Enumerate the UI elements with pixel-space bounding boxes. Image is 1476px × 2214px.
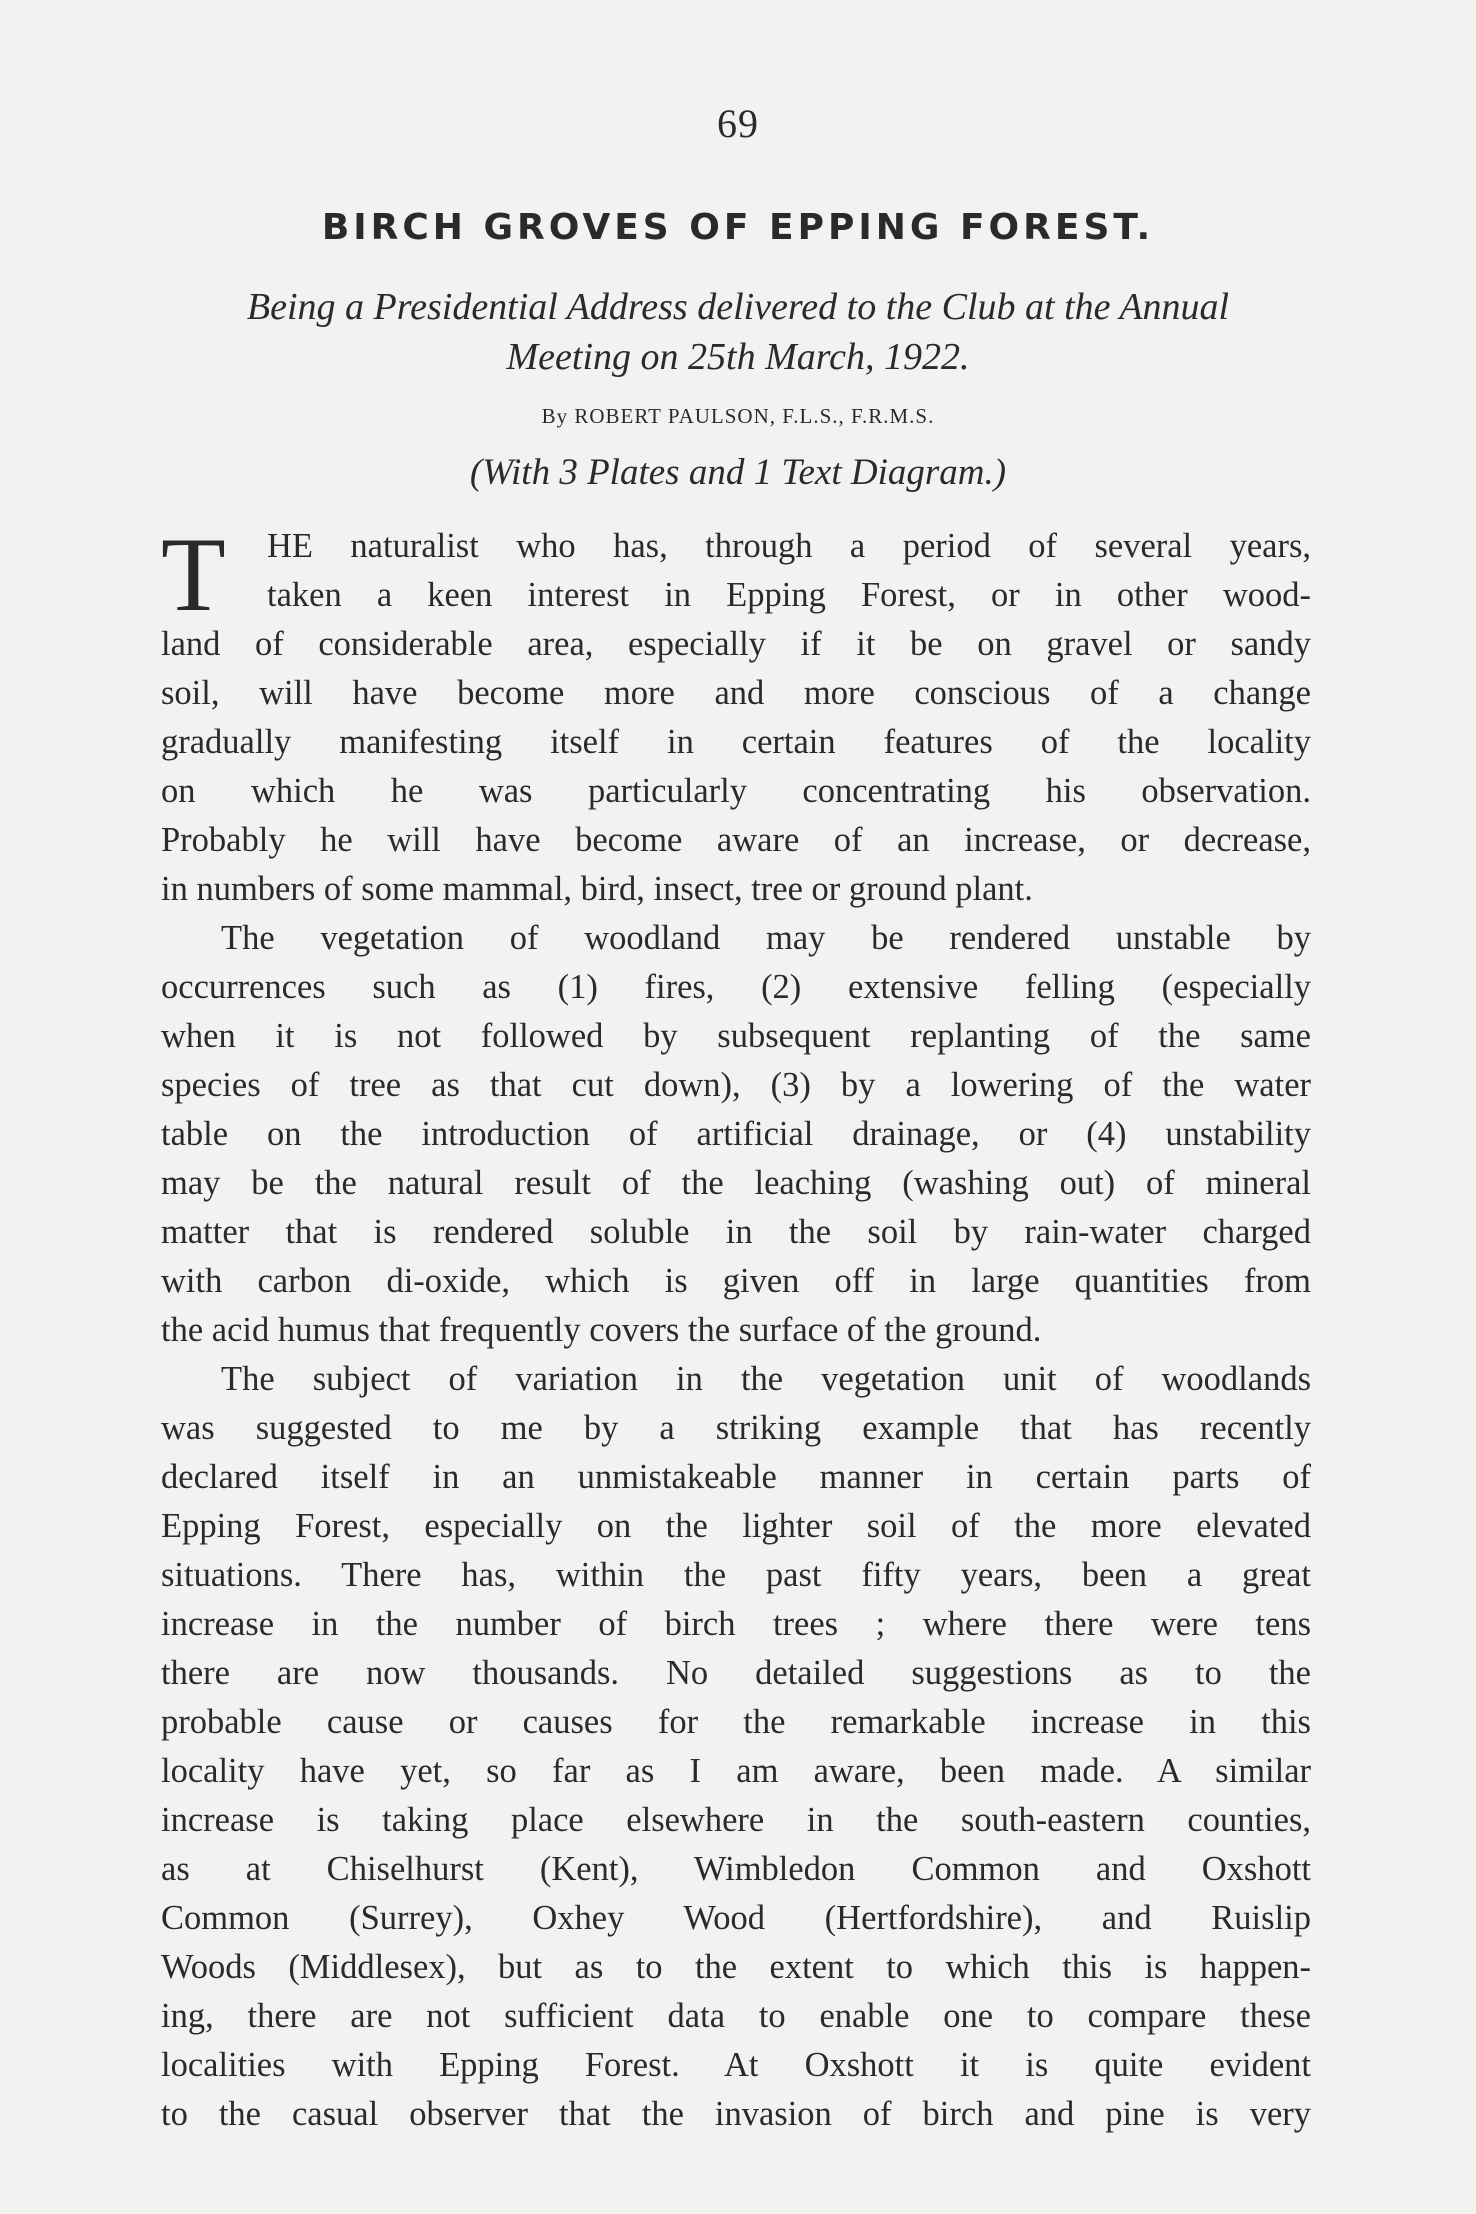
text-line: occurrences such as (1) fires, (2) extensive felling (especially	[161, 968, 1311, 1006]
text-line: ing, there are not sufficient data to enable one to compare these	[161, 1997, 1311, 2035]
text-line: species of tree as that cut down), (3) by a lowering of the water	[161, 1066, 1311, 1104]
text-line: locality have yet, so far as I am aware, been made. A similar	[161, 1752, 1311, 1790]
text-line: Woods (Middlesex), but as to the extent to which this is happen-	[161, 1948, 1311, 1986]
text-line: Common (Surrey), Oxhey Wood (Hertfordshire), and Ruislip	[161, 1899, 1311, 1937]
text-line: increase is taking place elsewhere in the south-eastern counties,	[161, 1801, 1311, 1839]
text-line: gradually manifesting itself in certain features of the locality	[161, 723, 1311, 761]
text-line: HE naturalist who has, through a period of several years,	[267, 527, 1311, 565]
text-line: to the casual observer that the invasion of birch and pine is very	[161, 2095, 1311, 2133]
text-line: was suggested to me by a striking example that has recently	[161, 1409, 1311, 1447]
text-line: declared itself in an unmistakeable manner in certain parts of	[161, 1458, 1311, 1496]
page-number: 69	[717, 101, 759, 146]
plates-note: (With 3 Plates and 1 Text Diagram.)	[469, 452, 1007, 493]
body-text	[161, 516, 1311, 2139]
article-title: BIRCH GROVES OF EPPING FOREST.	[321, 207, 1155, 248]
subtitle-line: Being a Presidential Address delivered to the Club at the Annual	[246, 286, 1230, 328]
text-line: taken a keen interest in Epping Forest, or in other wood-	[267, 576, 1311, 614]
text-line: in numbers of some mammal, bird, insect, tree or ground plant.	[161, 870, 1033, 908]
text-line: table on the introduction of artificial drainage, or (4) unstability	[161, 1115, 1311, 1153]
text-line: Epping Forest, especially on the lighter soil of the more elevated	[161, 1507, 1311, 1545]
text-line: increase in the number of birch trees ; where there were tens	[161, 1605, 1311, 1643]
author-byline: By ROBERT PAULSON, F.L.S., F.R.M.S.	[541, 404, 935, 428]
article-subtitle	[164, 282, 1312, 382]
text-line: there are now thousands. No detailed suggestions as to the	[161, 1654, 1311, 1692]
text-line: situations. There has, within the past fifty years, been a great	[161, 1556, 1311, 1594]
text-line: as at Chiselhurst (Kent), Wimbledon Common and Oxshott	[161, 1850, 1311, 1888]
text-line: probable cause or causes for the remarkable increase in this	[161, 1703, 1311, 1741]
text-line: land of considerable area, especially if it be on gravel or sandy	[161, 625, 1311, 663]
drop-cap: T	[161, 516, 226, 633]
subtitle-line: Meeting on 25th March, 1922.	[506, 336, 970, 378]
text-line: may be the natural result of the leaching (washing out) of mineral	[161, 1164, 1311, 1202]
text-line: matter that is rendered soluble in the soil by rain-water charged	[161, 1213, 1311, 1251]
text-line: soil, will have become more and more conscious of a change	[161, 674, 1311, 712]
text-line: with carbon di-oxide, which is given off in large quantities from	[161, 1262, 1311, 1300]
text-line: The subject of variation in the vegetation unit of woodlands	[221, 1360, 1311, 1398]
text-line: on which he was particularly concentrating his observation.	[161, 772, 1311, 810]
text-line: Probably he will have become aware of an increase, or decrease,	[161, 821, 1311, 859]
text-line: localities with Epping Forest. At Oxshott it is quite evident	[161, 2046, 1311, 2084]
text-line: when it is not followed by subsequent replanting of the same	[161, 1017, 1311, 1055]
text-line: The vegetation of woodland may be rendered unstable by	[221, 919, 1311, 957]
text-line: the acid humus that frequently covers the surface of the ground.	[161, 1311, 1042, 1349]
